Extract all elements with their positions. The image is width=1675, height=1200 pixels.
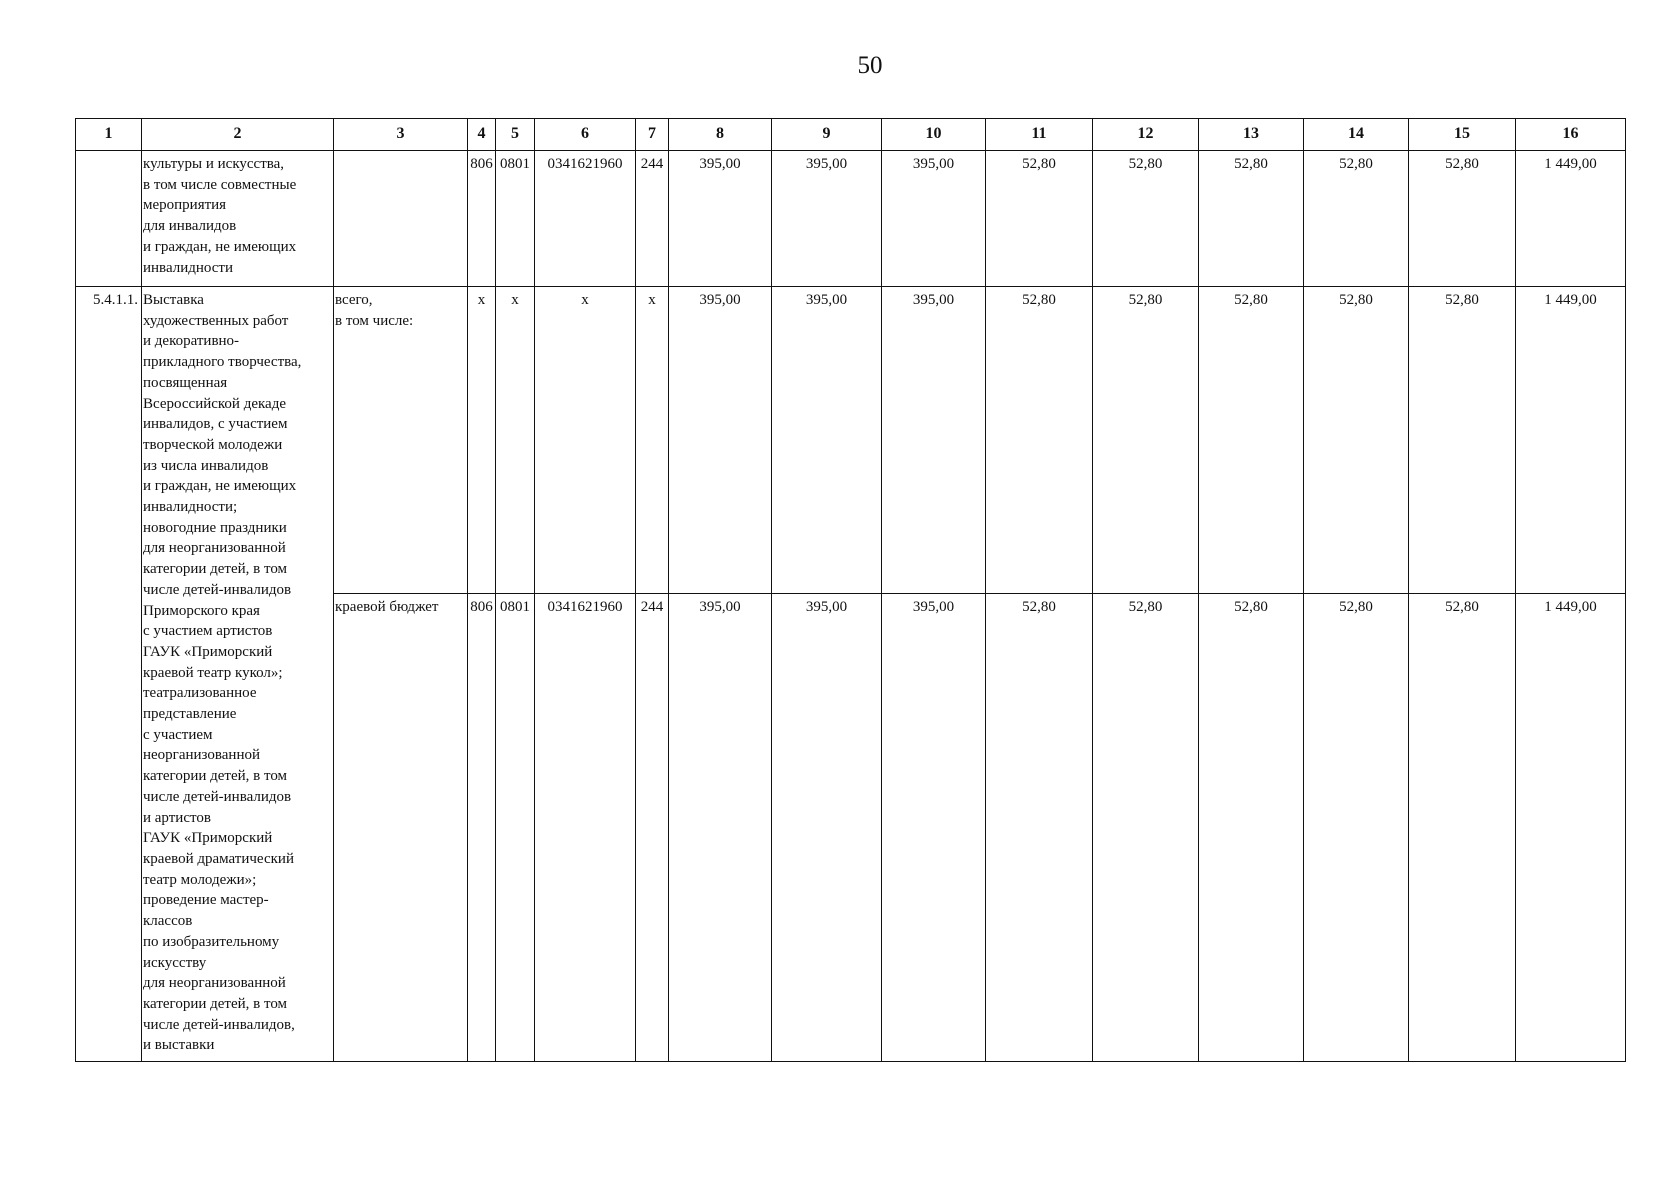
value-cell: 1 449,00 xyxy=(1516,151,1626,287)
value-cell: 52,80 xyxy=(1093,287,1199,594)
code-cell: 806 xyxy=(468,594,496,1062)
value-cell: 52,80 xyxy=(1199,594,1304,1062)
column-header: 4 xyxy=(468,119,496,151)
column-header: 3 xyxy=(334,119,468,151)
value-cell: 395,00 xyxy=(882,594,986,1062)
funding-source xyxy=(334,151,468,287)
value-cell: 395,00 xyxy=(882,151,986,287)
column-header: 16 xyxy=(1516,119,1626,151)
value-cell: 395,00 xyxy=(669,594,772,1062)
table-row xyxy=(76,287,1626,594)
value-cell: 52,80 xyxy=(1199,151,1304,287)
code-cell: 0341621960 xyxy=(535,151,636,287)
value-cell: 52,80 xyxy=(986,151,1093,287)
value-cell: 52,80 xyxy=(1409,287,1516,594)
value-cell: 52,80 xyxy=(1304,594,1409,1062)
column-header: 5 xyxy=(496,119,535,151)
value-cell: 52,80 xyxy=(986,594,1093,1062)
value-cell: 52,80 xyxy=(1304,287,1409,594)
page-number: 50 xyxy=(857,52,883,79)
value-cell: 52,80 xyxy=(1199,287,1304,594)
row-description: Выставка художественных работ и декоративно- прикладного творчества, посвященная Всероссийской декаде инвалидов, с участием творческой молодежи из числа инвалидов и граждан, не имеющих инвалидности; новогодние праздники для неорганизованной категории детей, в том числе детей-инвалидов Приморского края с участием артистов ГАУК «Приморский краевой театр кукол»; театрализованное представление с участием неорганизованной категории детей, в том числе детей-инвалидов и артистов ГАУК «Приморский краевой драматический театр молодежи»; проведение мастер- классов по изобразительному искусству для неорганизованной категории детей, в том числе детей-инвалидов, и выставки xyxy=(142,287,334,1062)
column-header: 2 xyxy=(142,119,334,151)
column-header: 10 xyxy=(882,119,986,151)
table-row xyxy=(76,151,1626,287)
column-header: 12 xyxy=(1093,119,1199,151)
value-cell: 52,80 xyxy=(1409,151,1516,287)
code-cell: 0801 xyxy=(496,151,535,287)
row-number xyxy=(76,151,142,287)
value-cell: 52,80 xyxy=(1409,594,1516,1062)
row-description: культуры и искусства, в том числе совместные мероприятия для инвалидов и граждан, не имеющих инвалидности xyxy=(142,151,334,287)
code-cell: x xyxy=(535,287,636,594)
column-header: 8 xyxy=(669,119,772,151)
value-cell: 395,00 xyxy=(772,151,882,287)
value-cell: 395,00 xyxy=(669,151,772,287)
code-cell: x xyxy=(636,287,669,594)
row-number: 5.4.1.1. xyxy=(76,287,142,1062)
value-cell: 52,80 xyxy=(1093,594,1199,1062)
value-cell: 395,00 xyxy=(882,287,986,594)
column-header: 6 xyxy=(535,119,636,151)
code-cell: 806 xyxy=(468,151,496,287)
funding-source: всего, в том числе: xyxy=(334,287,468,594)
value-cell: 52,80 xyxy=(1304,151,1409,287)
code-cell: 244 xyxy=(636,594,669,1062)
column-header: 9 xyxy=(772,119,882,151)
code-cell: x xyxy=(496,287,535,594)
column-header: 7 xyxy=(636,119,669,151)
value-cell: 1 449,00 xyxy=(1516,594,1626,1062)
value-cell: 395,00 xyxy=(772,594,882,1062)
value-cell: 395,00 xyxy=(669,287,772,594)
column-header: 13 xyxy=(1199,119,1304,151)
column-header: 14 xyxy=(1304,119,1409,151)
code-cell: x xyxy=(468,287,496,594)
value-cell: 52,80 xyxy=(986,287,1093,594)
budget-table xyxy=(75,118,1626,1062)
header-row xyxy=(76,119,1626,151)
funding-source: краевой бюджет xyxy=(334,594,468,1062)
value-cell: 1 449,00 xyxy=(1516,287,1626,594)
column-header: 1 xyxy=(76,119,142,151)
code-cell: 0341621960 xyxy=(535,594,636,1062)
value-cell: 395,00 xyxy=(772,287,882,594)
column-header: 15 xyxy=(1409,119,1516,151)
value-cell: 52,80 xyxy=(1093,151,1199,287)
code-cell: 244 xyxy=(636,151,669,287)
column-header: 11 xyxy=(986,119,1093,151)
code-cell: 0801 xyxy=(496,594,535,1062)
